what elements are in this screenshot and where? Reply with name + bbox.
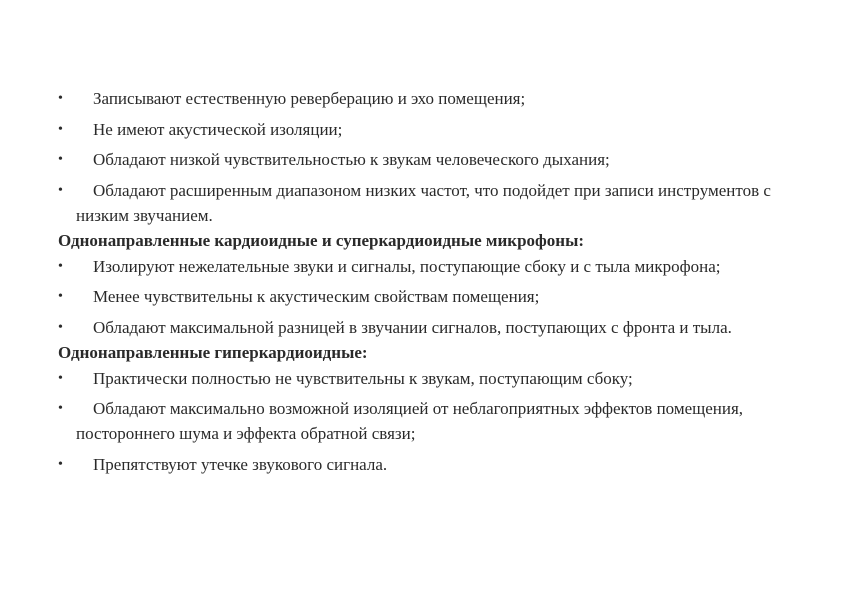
list-item <box>58 366 798 391</box>
list-item <box>58 452 798 477</box>
list-item-text: Обладают низкой чувствительностью к звукам человеческого дыхания; <box>93 150 610 169</box>
list-item-text: Обладают максимальной разницей в звучании сигналов, поступающих с фронта и тыла. <box>93 317 732 337</box>
bullet-icon: • <box>58 456 63 472</box>
bullet-icon: • <box>58 152 63 167</box>
list-item <box>58 254 798 279</box>
bullet-icon: • <box>58 370 63 386</box>
bullet-icon: • <box>58 91 63 106</box>
bullet-icon: • <box>58 319 63 335</box>
list-item-text: Менее чувствительны к акустическим свойствам помещения; <box>93 287 540 306</box>
list-item-text: Практически полностью не чувствительны к звукам, поступающим сбоку; <box>93 368 633 388</box>
document-body <box>58 86 798 477</box>
list-item-text: Не имеют акустической изоляции; <box>93 119 343 139</box>
list-item <box>58 147 798 172</box>
section-heading-cardioid: Однонаправленные кардиоидные и суперкардиоидные микрофоны: <box>58 230 585 250</box>
section-heading-hypercardioid: Однонаправленные гиперкардиоидные: <box>58 342 368 362</box>
list-item-text: Обладают максимально возможной изоляцией от неблагоприятных эффектов помещения, постороннего шума и эффекта обратной связи; <box>76 399 744 443</box>
list-item-text: Записывают естественную реверберацию и эхо помещения; <box>93 89 526 108</box>
bullet-icon: • <box>58 289 63 304</box>
bullet-icon: • <box>58 258 63 274</box>
list-item-text: Препятствуют утечке звукового сигнала. <box>93 454 388 474</box>
bullet-icon: • <box>58 182 63 198</box>
list-item <box>58 86 798 111</box>
bullet-icon: • <box>58 121 63 137</box>
list-item <box>58 117 798 142</box>
bullet-icon: • <box>58 401 63 416</box>
list-item <box>58 284 798 309</box>
list-item-text: Изолируют нежелательные звуки и сигналы, поступающие сбоку и с тыла микрофона; <box>93 256 721 276</box>
list-item <box>58 396 798 446</box>
list-item-text: Обладают расширенным диапазоном низких частот, что подойдет при записи инструментов с низким звучанием. <box>76 180 771 225</box>
list-item <box>58 315 798 340</box>
list-item <box>58 178 798 228</box>
